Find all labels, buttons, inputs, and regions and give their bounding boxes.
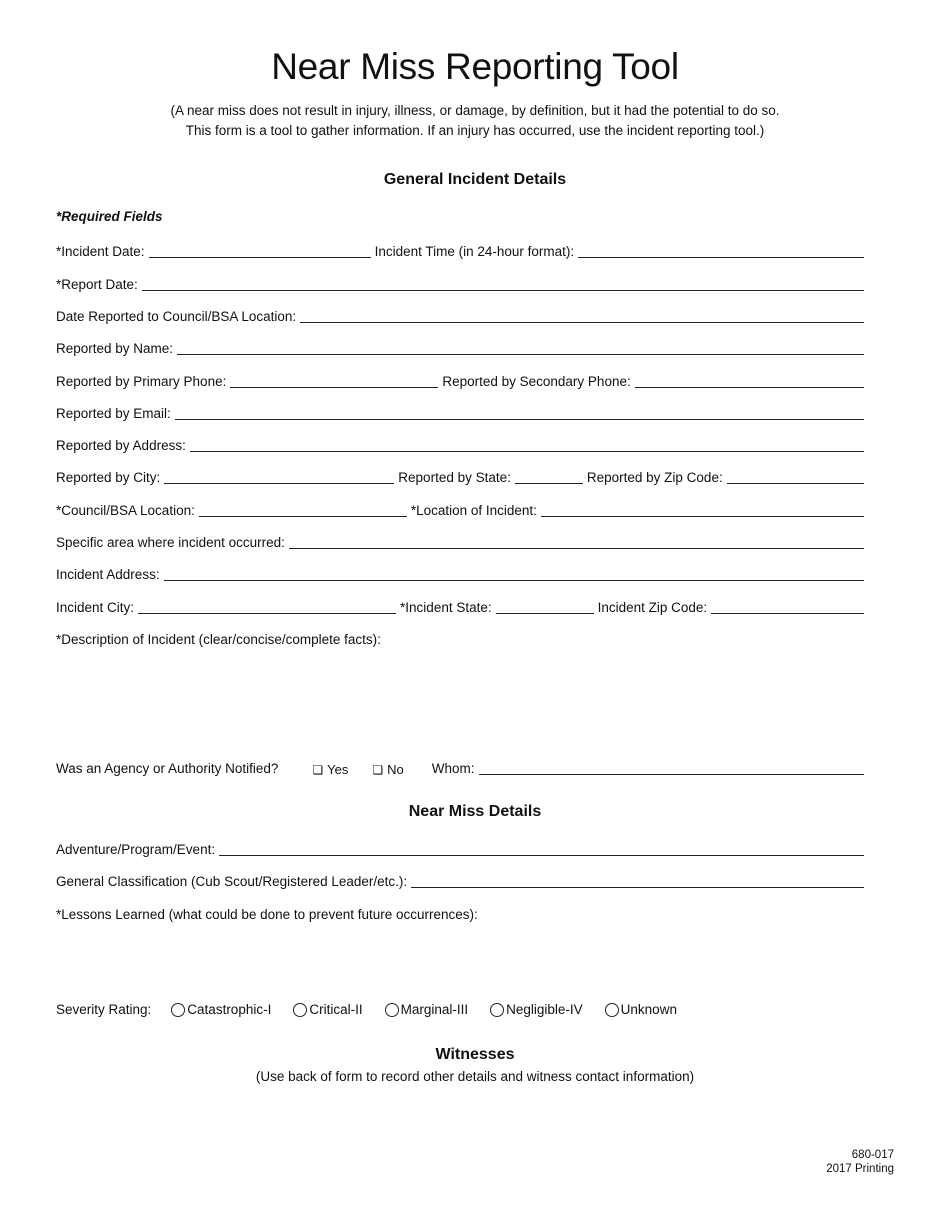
row-address <box>56 434 864 454</box>
witnesses-heading: Witnesses <box>435 1046 515 1063</box>
date-reported-label: Date Reported to Council/BSA Location: <box>56 309 297 324</box>
radio-icon[interactable] <box>293 1003 307 1017</box>
near-miss-heading: Near Miss Details <box>408 803 542 820</box>
incident-address-label: Incident Address: <box>56 567 160 582</box>
witnesses-note: (Use back of form to record other details and witness contact information) <box>255 1069 695 1084</box>
program-field[interactable] <box>219 842 864 856</box>
specific-area-label: Specific area where incident occurred: <box>56 535 285 550</box>
incident-date-field[interactable] <box>149 244 371 258</box>
yes-label: Yes <box>327 762 349 777</box>
form-title: Near Miss Reporting Tool <box>271 46 679 87</box>
radio-icon[interactable] <box>605 1003 619 1017</box>
row-program <box>56 838 864 858</box>
lessons-label: *Lessons Learned (what could be done to prevent future occurrences): <box>56 907 478 922</box>
radio-icon[interactable] <box>490 1003 504 1017</box>
incident-address-field[interactable] <box>164 567 864 581</box>
city-field[interactable] <box>164 470 394 484</box>
classification-label: General Classification (Cub Scout/Registered Leader/etc.): <box>56 874 408 889</box>
location-of-incident-label: *Location of Incident: <box>410 503 537 518</box>
address-label: Reported by Address: <box>56 438 186 453</box>
checkbox-icon[interactable]: ❏ <box>372 763 384 777</box>
severity-option-unknown[interactable] <box>605 1002 677 1017</box>
severity-option-negligible[interactable] <box>490 1002 583 1017</box>
general-details-heading: General Incident Details <box>383 171 567 188</box>
row-agency-notified <box>56 757 864 777</box>
form-number: 680-017 <box>851 1149 894 1161</box>
intro-text <box>0 101 950 141</box>
secondary-phone-label: Reported by Secondary Phone: <box>442 374 631 389</box>
agency-yes-option[interactable] <box>312 762 348 777</box>
whom-field[interactable] <box>479 761 864 775</box>
row-incident-address <box>56 563 864 583</box>
severity-option-marginal[interactable] <box>385 1002 469 1017</box>
row-date-reported <box>56 305 864 325</box>
severity-option-label: Unknown <box>620 1002 677 1017</box>
no-label: No <box>387 762 404 777</box>
intro-line-1: (A near miss does not result in injury, illness, or damage, by definition, but it had the potential to do so. <box>170 103 780 118</box>
whom-label: Whom: <box>431 761 475 776</box>
row-specific-area <box>56 531 864 551</box>
classification-field[interactable] <box>411 874 864 888</box>
intro-line-2: This form is a tool to gather information. If an injury has occurred, use the incident reporting tool.) <box>185 123 765 138</box>
address-field[interactable] <box>190 438 864 452</box>
date-reported-field[interactable] <box>300 309 864 323</box>
primary-phone-field[interactable] <box>230 374 438 388</box>
council-location-label: *Council/BSA Location: <box>56 503 195 518</box>
form-footer <box>826 1148 894 1176</box>
specific-area-field[interactable] <box>289 535 864 549</box>
reported-by-name-field[interactable] <box>177 341 864 355</box>
report-date-field[interactable] <box>142 277 864 291</box>
lessons-field[interactable] <box>56 928 864 994</box>
row-city-state-zip <box>56 466 864 486</box>
council-location-field[interactable] <box>199 503 407 517</box>
agency-no-option[interactable] <box>372 762 403 777</box>
description-field[interactable] <box>56 654 864 746</box>
city-label: Reported by City: <box>56 470 161 485</box>
description-label: *Description of Incident (clear/concise/complete facts): <box>56 632 381 647</box>
state-label: Reported by State: <box>398 470 511 485</box>
severity-label: Severity Rating: <box>56 1002 152 1017</box>
row-classification <box>56 870 864 890</box>
radio-icon[interactable] <box>385 1003 399 1017</box>
row-reported-by-name <box>56 337 864 357</box>
severity-rating-row <box>56 1002 699 1017</box>
agency-question-label: Was an Agency or Authority Notified? <box>56 761 279 776</box>
incident-state-field[interactable] <box>496 600 594 614</box>
reported-by-name-label: Reported by Name: <box>56 341 174 356</box>
zip-label: Reported by Zip Code: <box>586 470 723 485</box>
incident-date-label: *Incident Date: <box>56 244 145 259</box>
radio-icon[interactable] <box>171 1003 185 1017</box>
incident-time-label: Incident Time (in 24-hour format): <box>374 244 575 259</box>
severity-option-label: Catastrophic-I <box>187 1002 272 1017</box>
incident-city-field[interactable] <box>138 600 396 614</box>
row-email <box>56 402 864 422</box>
severity-option-label: Negligible-IV <box>506 1002 583 1017</box>
location-of-incident-field[interactable] <box>541 503 864 517</box>
required-fields-note: *Required Fields <box>56 209 163 224</box>
severity-option-catastrophic[interactable] <box>171 1002 271 1017</box>
row-incident-city-state-zip <box>56 596 864 616</box>
state-field[interactable] <box>515 470 583 484</box>
severity-option-label: Marginal-III <box>400 1002 469 1017</box>
incident-city-label: Incident City: <box>56 600 135 615</box>
program-label: Adventure/Program/Event: <box>56 842 216 857</box>
email-field[interactable] <box>175 406 864 420</box>
incident-state-label: *Incident State: <box>400 600 492 615</box>
checkbox-icon[interactable]: ❏ <box>312 763 324 777</box>
incident-time-field[interactable] <box>578 244 864 258</box>
incident-zip-field[interactable] <box>711 600 864 614</box>
row-incident-date-time <box>56 240 864 260</box>
zip-field[interactable] <box>727 470 864 484</box>
severity-option-critical[interactable] <box>293 1002 362 1017</box>
incident-zip-label: Incident Zip Code: <box>597 600 708 615</box>
primary-phone-label: Reported by Primary Phone: <box>56 374 227 389</box>
row-council-location <box>56 499 864 519</box>
row-report-date <box>56 273 864 293</box>
secondary-phone-field[interactable] <box>635 374 864 388</box>
report-date-label: *Report Date: <box>56 277 138 292</box>
severity-option-label: Critical-II <box>309 1002 363 1017</box>
email-label: Reported by Email: <box>56 406 171 421</box>
row-phones <box>56 370 864 390</box>
printing-year: 2017 Printing <box>826 1163 894 1175</box>
